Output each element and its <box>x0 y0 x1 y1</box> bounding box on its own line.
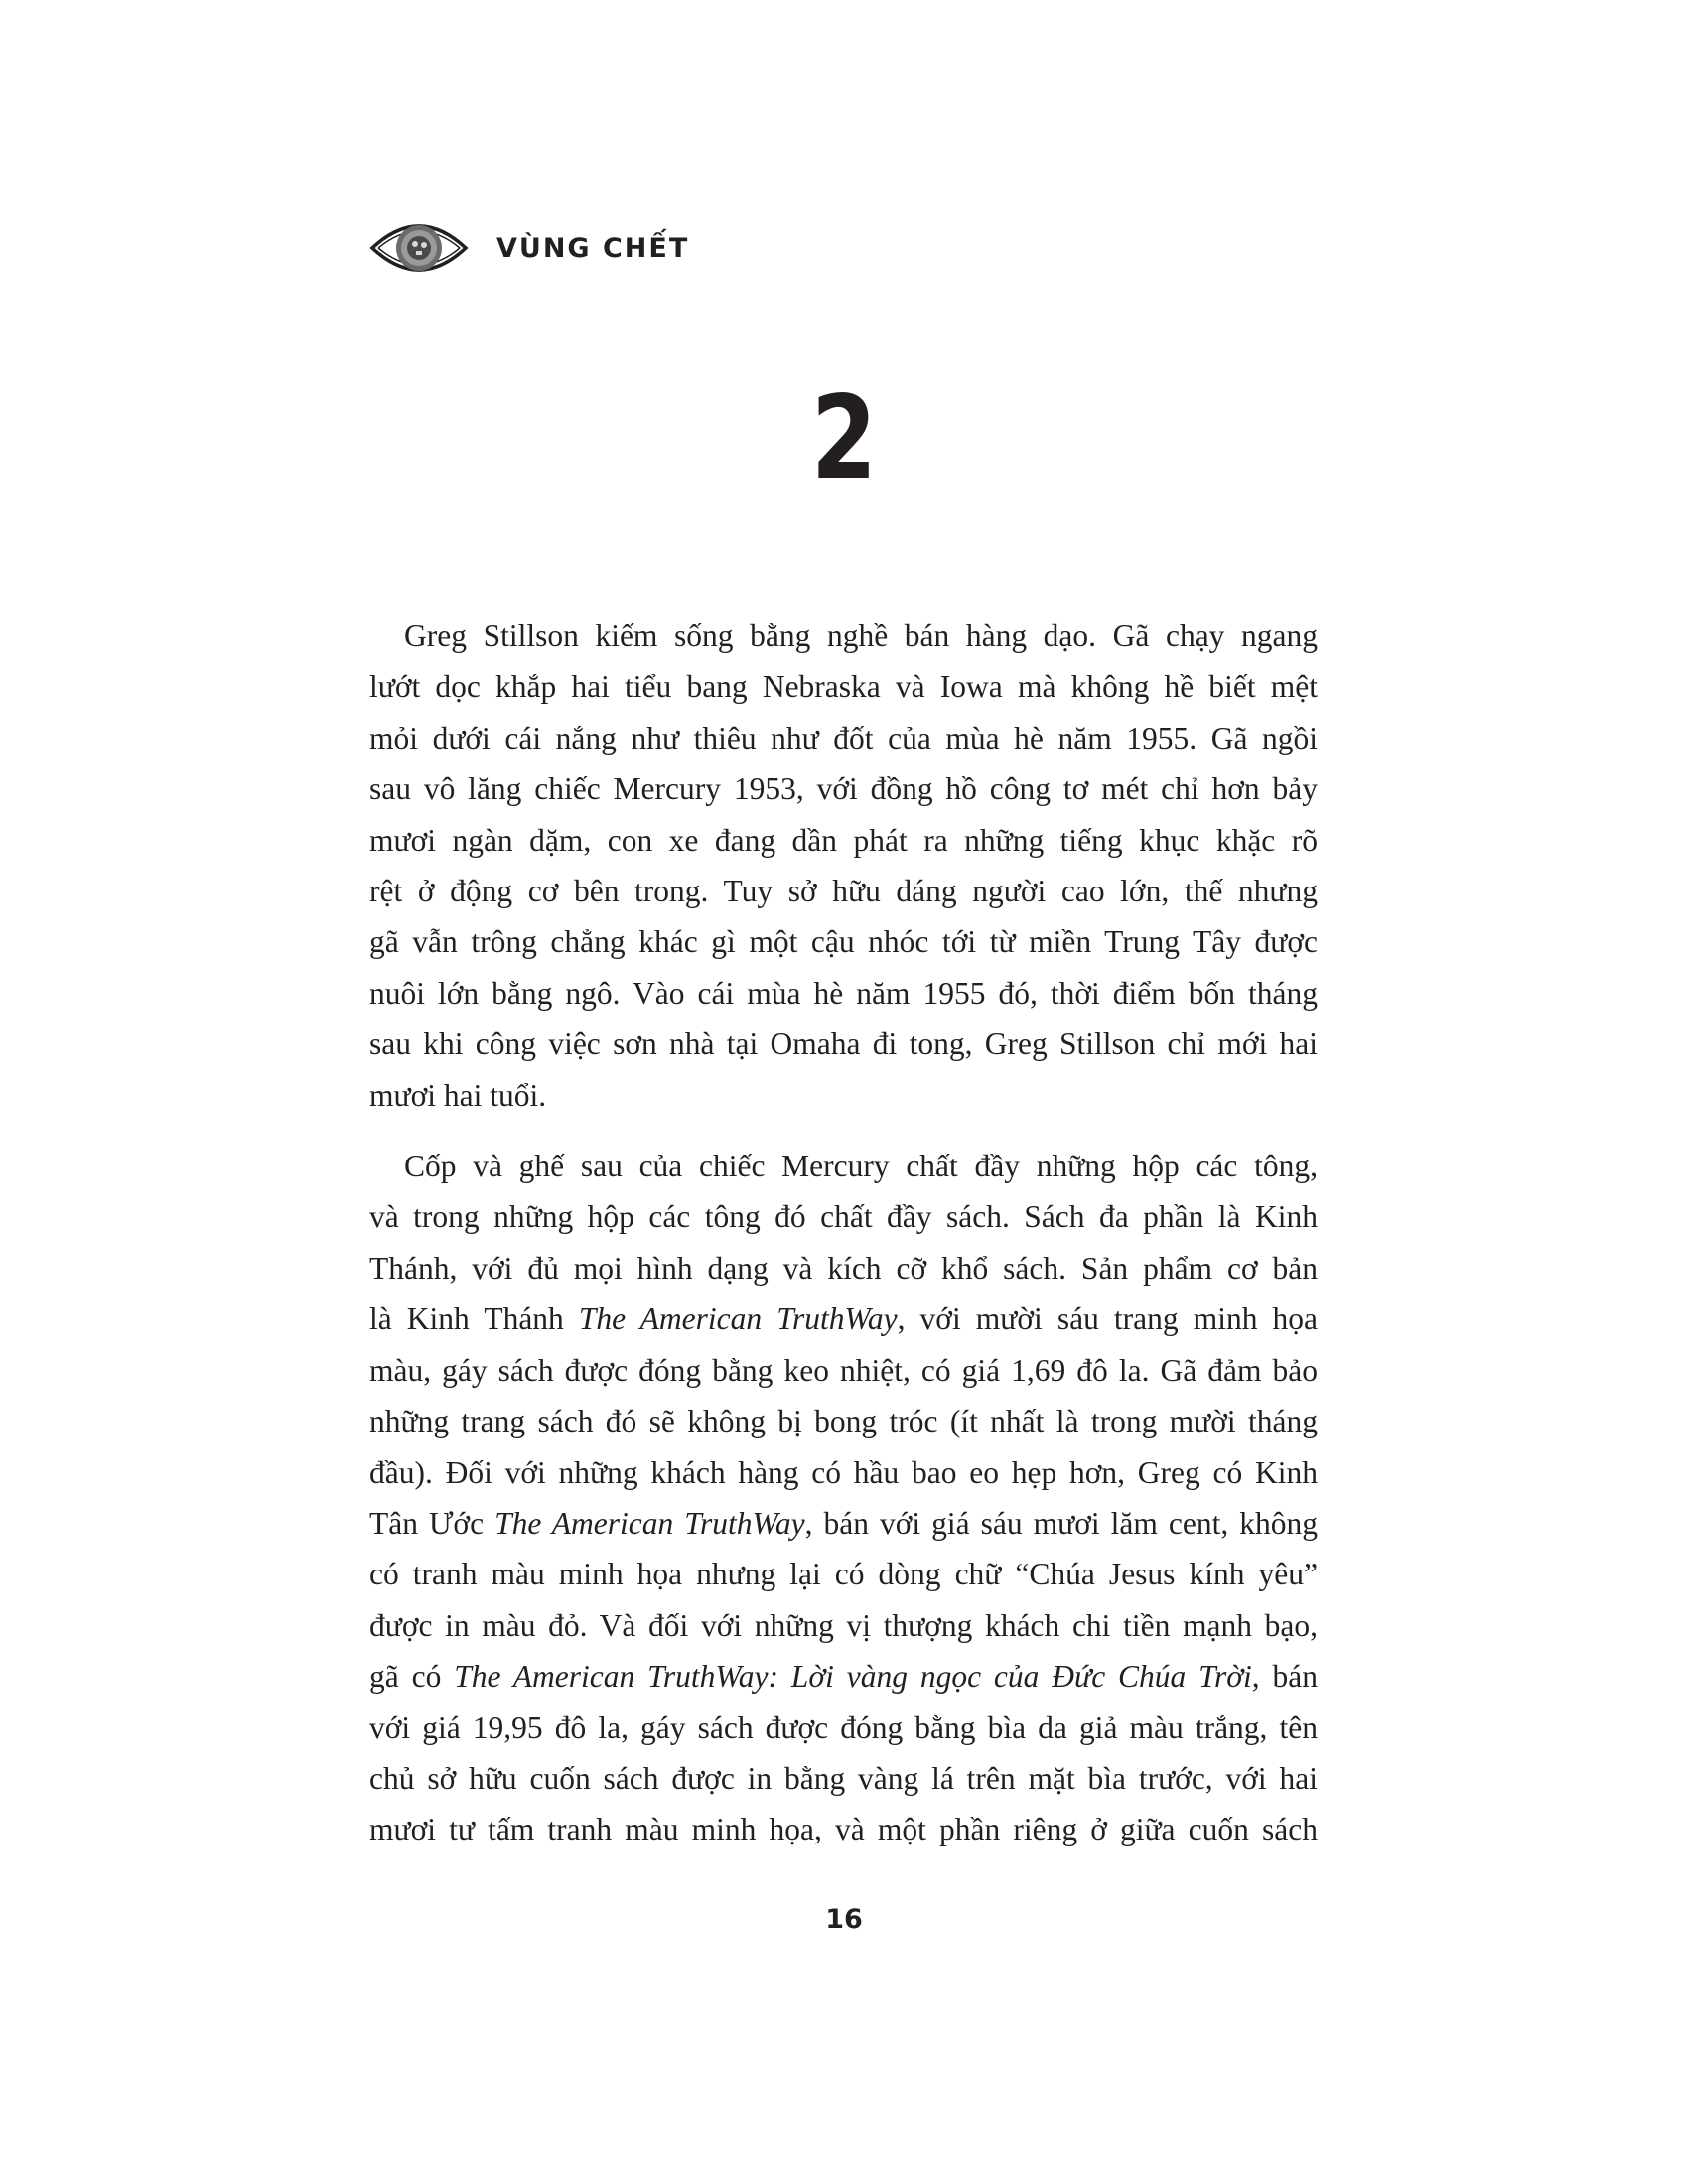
book-title-italic: The American TruthWay: Lời vàng ngọc của Đức Chúa Trời <box>454 1659 1252 1695</box>
text-line: mươi tư tấm tranh màu minh họa, và một phần riêng ở giữa cuốn sách <box>369 1812 1318 1847</box>
text-line: lướt dọc khắp hai tiểu bang Nebraska và Iowa mà không hề biết mệt <box>369 669 1318 705</box>
text-segment: Tân Ước <box>369 1505 495 1541</box>
text-line-with-italic <box>369 1651 1318 1702</box>
text-segment: gã có <box>369 1659 455 1695</box>
text-line: mươi ngàn dặm, con xe đang dần phát ra những tiếng khục khặc rõ <box>369 822 1318 858</box>
body-text <box>369 611 1318 1855</box>
text-segment: , với mười sáu trang minh họa <box>897 1301 1319 1337</box>
text-line: rệt ở động cơ bên trong. Tuy sở hữu dáng người cao lớn, thế nhưng <box>369 874 1318 909</box>
text-line: với giá 19,95 đô la, gáy sách được đóng bằng bìa da giả màu trắng, tên <box>369 1709 1318 1745</box>
page-number: 16 <box>825 1904 863 1935</box>
text-line: Thánh, với đủ mọi hình dạng và kích cỡ khổ sách. Sản phẩm cơ bản <box>369 1250 1318 1286</box>
text-line-with-italic <box>369 1498 1318 1549</box>
chapter-number: 2 <box>810 371 878 505</box>
book-title-italic: The American TruthWay <box>494 1505 805 1541</box>
text-line: Cốp và ghế sau của chiếc Mercury chất đầy những hộp các tông, <box>404 1149 1318 1184</box>
eye-icon <box>369 210 469 286</box>
text-line: sau vô lăng chiếc Mercury 1953, với đồng hồ công tơ mét chỉ hơn bảy <box>369 771 1318 807</box>
text-line: mươi hai tuổi. <box>369 1077 547 1113</box>
text-line: những trang sách đó sẽ không bị bong tróc (ít nhất là trong mười tháng <box>369 1404 1318 1439</box>
text-line: nuôi lớn bằng ngô. Vào cái mùa hè năm 1955 đó, thời điểm bốn tháng <box>369 975 1318 1011</box>
text-segment: , bán với giá sáu mươi lăm cent, không <box>804 1505 1319 1541</box>
paragraph-1 <box>369 611 1318 1121</box>
text-line: gã vẫn trông chẳng khác gì một cậu nhóc tới từ miền Trung Tây được <box>369 924 1318 960</box>
text-segment: là Kinh Thánh <box>369 1301 579 1337</box>
text-line: sau khi công việc sơn nhà tại Omaha đi tong, Greg Stillson chỉ mới hai <box>369 1026 1318 1062</box>
running-header <box>369 210 689 286</box>
book-title-italic: The American TruthWay <box>578 1301 898 1337</box>
text-segment: , bán <box>1251 1659 1319 1695</box>
text-line: chủ sở hữu cuốn sách được in bằng vàng lá trên mặt bìa trước, với hai <box>369 1760 1318 1796</box>
text-line: được in màu đỏ. Và đối với những vị thượng khách chi tiền mạnh bạo, <box>369 1607 1318 1643</box>
text-line: màu, gáy sách được đóng bằng keo nhiệt, có giá 1,69 đô la. Gã đảm bảo <box>369 1352 1318 1388</box>
text-line: và trong những hộp các tông đó chất đầy sách. Sách đa phần là Kinh <box>369 1199 1318 1235</box>
paragraph-2 <box>369 1141 1318 1855</box>
book-title: VÙNG CHẾT <box>496 232 690 264</box>
text-line: đầu). Đối với những khách hàng có hầu bao eo hẹp hơn, Greg có Kinh <box>369 1454 1318 1490</box>
text-line: mỏi dưới cái nắng như thiêu như đốt của mùa hè năm 1955. Gã ngồi <box>369 720 1318 755</box>
text-line: có tranh màu minh họa nhưng lại có dòng chữ “Chúa Jesus kính yêu” <box>369 1557 1318 1592</box>
text-line: Greg Stillson kiếm sống bằng nghề bán hàng dạo. Gã chạy ngang <box>404 618 1318 653</box>
text-line-with-italic <box>369 1294 1318 1344</box>
